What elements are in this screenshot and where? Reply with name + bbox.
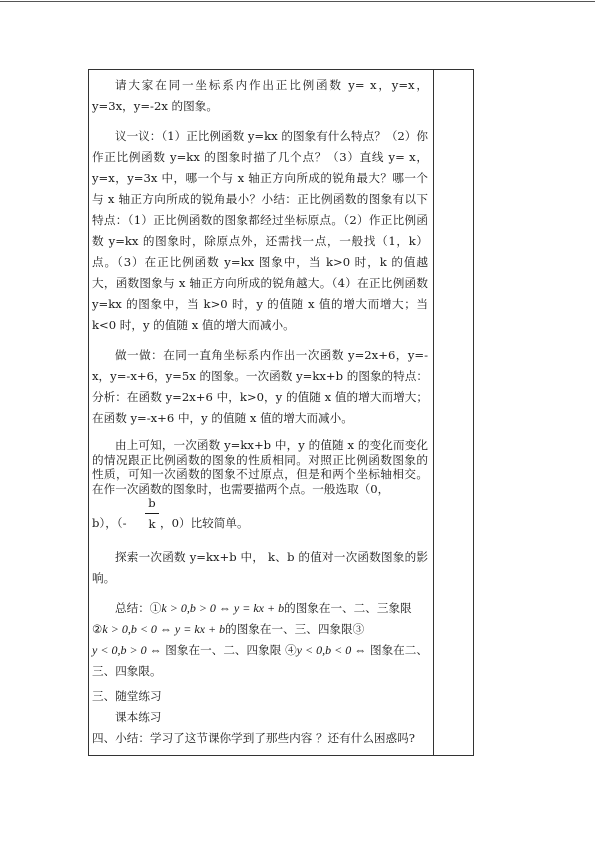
summary-text-2: 的图象在一、三、四象限③ (225, 622, 365, 636)
fraction-line-end: ，0）比较简单。 (160, 516, 249, 530)
table-column-divider (433, 69, 434, 756)
summary-label: 总结： (115, 601, 150, 615)
paragraph-discuss: 议一议：（1）正比例函数 y=kx 的图象有什么特点？（2）你作正比例函数 y=kx 的图象时描了几个点？（3）直线 y= x，y=x，y=3x 中，哪一个与 x 轴正方向所成的锐角最大？哪一个与 x 轴正方向所成的锐角最小？小结：正比例函数的图象有以下特点：（1）正比例函数的图象都经过坐标原点。（2）作正比例函数 y=kx 的图象时，除原点外，还需找一点，一般找（1，k）点。（3）在正比例函数 y=kx 图象中，当 k>0 时，k 的值越大，函数图象与 x 轴正方向所成的锐角越大。（4）在正比例函数 y=kx 的图象中，当 k>0 时，y 的值随 x 值的增大而增大；当 k<0 时，y 的值随 x 值的增大而减小。 (92, 129, 428, 332)
summary-line-1 (92, 598, 428, 619)
paragraph-draw-proportional: 请大家在同一坐标系内作出正比例函数 y= x，y=x，y=3x，y=-2x 的图象。 (92, 78, 428, 113)
summary-line-3 (92, 640, 428, 682)
summary-formula-4: y < 0,b < 0 ⇔ (296, 643, 367, 657)
fraction-denominator: k (148, 517, 156, 531)
page-top-rule (0, 1, 595, 2)
summary-text-4: 图象在二、三、四象限。 (92, 643, 428, 678)
fraction-line-start: b），（- (92, 516, 127, 530)
section-practice-item: 课本练习 (115, 710, 162, 724)
summary-text-1: 的图象在一、二、三象限 (284, 601, 412, 615)
fraction (145, 496, 159, 531)
section-practice-heading: 三、随堂练习 (92, 689, 162, 703)
summary-circle-1: ① (149, 601, 162, 615)
section-summary-question: 四、小结：学习了这节课你学到了那些内容 ？还有什么困惑吗? (92, 731, 415, 745)
fraction-bar (145, 513, 159, 514)
summary-line-2 (92, 619, 428, 640)
summary-formula-1: k > 0,b > 0 ⇔ y = kx + b (161, 601, 285, 615)
paragraph-try: 做一做：在同一直角坐标系内作出一次函数 y=2x+6，y=-x，y=-x+6，y=5x 的图象。一次函数 y=kx+b 的图象的特点：分析：在函数 y=2x+6 中，k>0，y 的值随 x 值的增大而增大；在函数 y=-x+6 中，y 的值随 x 值的增大而减小。 (92, 348, 428, 425)
fraction-numerator: b (148, 496, 156, 510)
summary-circle-4: ④ (285, 643, 297, 657)
summary-text-3: 图象在一、二、四象限 (161, 643, 286, 657)
paragraph-conclusion: 由上可知，一次函数 y=kx+b 中，y 的值随 x 的变化而变化的情况跟正比例函数的图象的性质相同。对照正比例函数图象的性质，可知一次函数的图象不过原点，但是和两个坐标轴相交。在作一次函数的图象时，也需要描两个点。一般选取（0， (92, 438, 428, 496)
summary-circle-2: ② (92, 622, 103, 636)
fraction-line (92, 496, 428, 538)
paragraph-explore: 探索一次函数 y=kx+b 中， k、b 的值对一次函数图象的影响。 (92, 550, 428, 585)
summary-formula-2: k > 0,b < 0 ⇔ y = kx + b (102, 622, 226, 636)
lesson-content (92, 75, 428, 749)
summary-formula-3: y < 0,b > 0 ⇔ (92, 643, 162, 657)
